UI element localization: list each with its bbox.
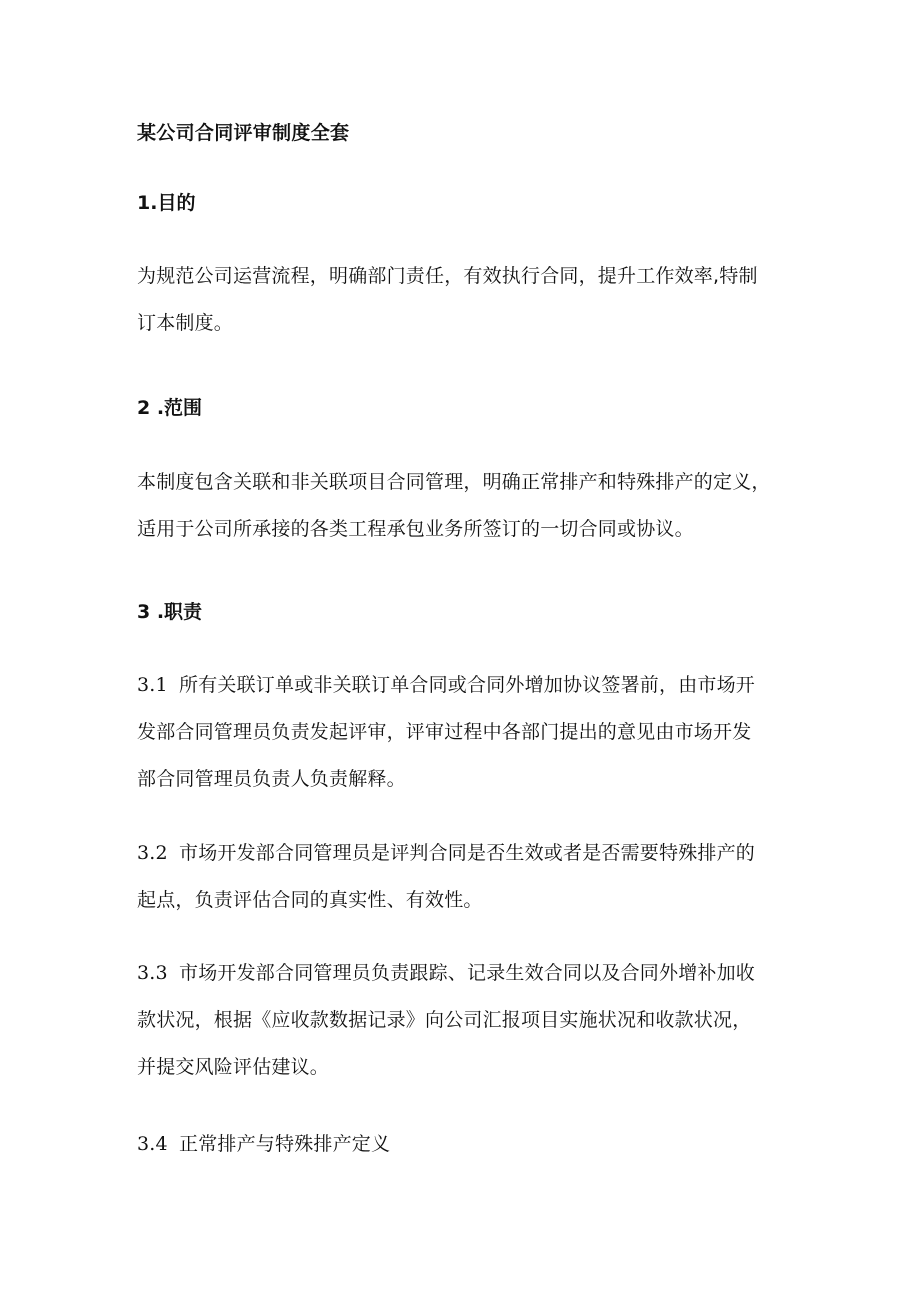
section-body-purpose [137,253,807,347]
clause-3-1 [137,662,807,803]
text-line: 并提交风险评估建议。 [137,1056,330,1078]
text-line [137,662,807,709]
clause-text: 市场开发部合同管理员负责跟踪、记录生效合同以及合同外增补加收 [179,962,756,984]
clause-3-2 [137,830,807,924]
text-line: 本制度包含关联和非关联项目合同管理，明确正常排产和特殊排产的定义， [137,471,771,493]
text-line [137,1121,807,1168]
section-heading-scope: 2 .范围 [137,397,203,419]
text-line: 订本制度。 [137,312,234,334]
text-line [137,950,807,997]
text-line [137,830,807,877]
text-line: 为规范公司运营流程，明确部门责任，有效执行合同，提升工作效率,特制 [137,265,758,287]
section-body-scope [137,459,807,553]
text-line: 适用于公司所承接的各类工程承包业务所签订的一切合同或协议。 [137,518,694,540]
text-line: 发部合同管理员负责发起评审，评审过程中各部门提出的意见由市场开发 [137,721,752,743]
clause-text: 市场开发部合同管理员是评判合同是否生效或者是否需要特殊排产的 [179,842,756,864]
text-line: 部合同管理员负责人负责解释。 [137,768,406,790]
text-line: 起点，负责评估合同的真实性、有效性。 [137,889,483,911]
document-title: 某公司合同评审制度全套 [137,122,350,144]
clause-3-4 [137,1121,807,1168]
clause-number: 3.2 [137,842,168,864]
clause-3-3 [137,950,807,1091]
clause-number: 3.3 [137,962,168,984]
clause-text: 所有关联订单或非关联订单合同或合同外增加协议签署前，由市场开 [179,674,756,696]
text-line: 款状况，根据《应收款数据记录》向公司汇报项目实施状况和收款状况， [137,1009,752,1031]
clause-number: 3.4 [137,1133,168,1155]
clause-number: 3.1 [137,674,168,696]
section-heading-purpose: 1.目的 [137,192,196,214]
section-heading-responsibilities: 3 .职责 [137,601,203,623]
clause-text: 正常排产与特殊排产定义 [179,1133,391,1155]
